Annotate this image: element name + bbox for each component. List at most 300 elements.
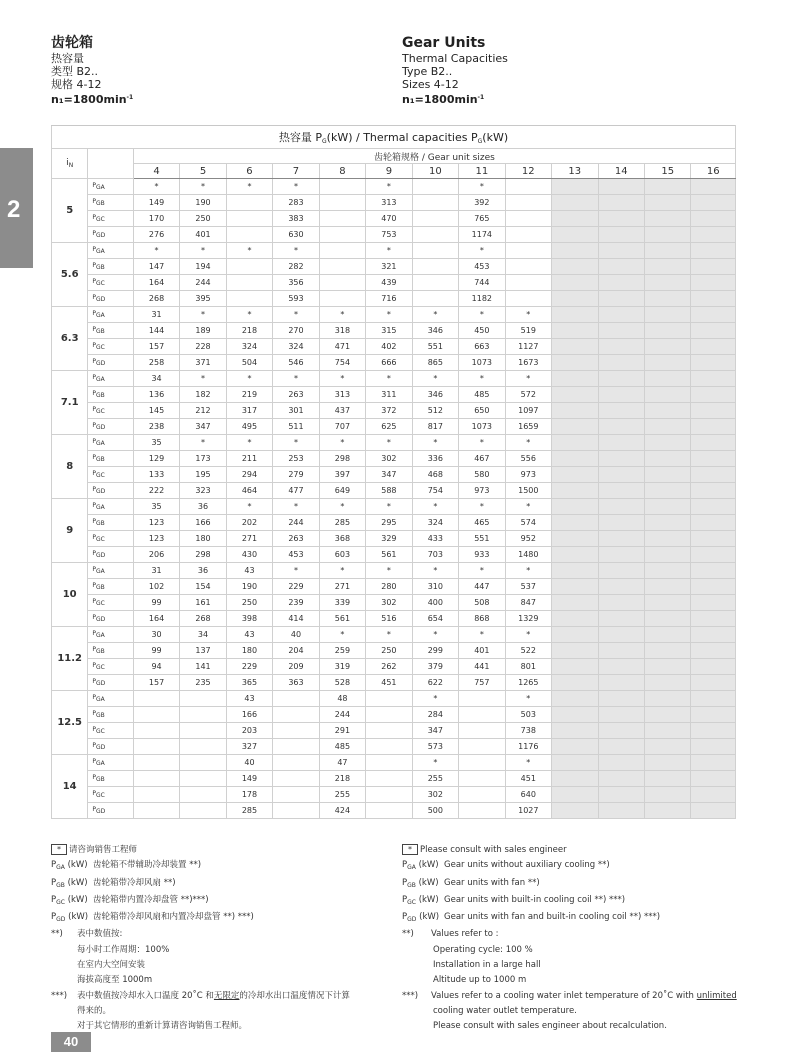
power-label: $P_{GD}$: [88, 227, 133, 243]
empty-size-cell: [691, 435, 736, 451]
empty-size-cell: [552, 579, 598, 595]
empty-size-cell: [552, 371, 598, 387]
value-cell: [366, 755, 412, 771]
value-cell: [505, 259, 551, 275]
size-header: 4: [133, 164, 179, 179]
empty-size-cell: [644, 499, 690, 515]
value-cell: 255: [319, 787, 365, 803]
value-cell: 262: [366, 659, 412, 675]
value-cell: 263: [273, 387, 319, 403]
empty-size-cell: [598, 179, 644, 195]
table-row: [52, 291, 736, 307]
value-cell: 400: [412, 595, 458, 611]
power-label: $P_{GD}$: [88, 483, 133, 499]
power-label: $P_{GA}$: [88, 563, 133, 579]
value-cell: *: [505, 371, 551, 387]
value-cell: 339: [319, 595, 365, 611]
value-cell: 371: [180, 355, 226, 371]
value-cell: 649: [319, 483, 365, 499]
value-cell: [459, 723, 505, 739]
empty-size-cell: [598, 355, 644, 371]
empty-size-cell: [552, 307, 598, 323]
value-cell: 283: [273, 195, 319, 211]
ratio-cell: 12.5: [52, 691, 88, 755]
empty-size-cell: [691, 627, 736, 643]
table-row: [52, 227, 736, 243]
value-cell: 522: [505, 643, 551, 659]
value-cell: [180, 723, 226, 739]
table-row: [52, 435, 736, 451]
value-cell: 253: [273, 451, 319, 467]
value-cell: *: [273, 179, 319, 195]
value-cell: 707: [319, 419, 365, 435]
value-cell: *: [412, 627, 458, 643]
empty-size-cell: [552, 259, 598, 275]
value-cell: 204: [273, 643, 319, 659]
value-cell: [180, 787, 226, 803]
value-cell: 329: [366, 531, 412, 547]
chapter-tab: 2: [0, 148, 33, 268]
value-cell: *: [459, 179, 505, 195]
empty-size-cell: [644, 579, 690, 595]
empty-size-cell: [598, 419, 644, 435]
size-header: 9: [366, 164, 412, 179]
value-cell: 31: [133, 563, 179, 579]
value-cell: 313: [366, 195, 412, 211]
empty-size-cell: [691, 323, 736, 339]
power-label: $P_{GC}$: [88, 659, 133, 675]
value-cell: [133, 707, 179, 723]
empty-size-cell: [644, 483, 690, 499]
value-cell: *: [412, 435, 458, 451]
value-cell: [273, 739, 319, 755]
power-label: $P_{GC}$: [88, 595, 133, 611]
power-label: $P_{GD}$: [88, 419, 133, 435]
empty-size-cell: [644, 547, 690, 563]
empty-size-cell: [552, 595, 598, 611]
value-cell: 703: [412, 547, 458, 563]
value-cell: [505, 195, 551, 211]
value-cell: 1329: [505, 611, 551, 627]
value-cell: [319, 275, 365, 291]
value-cell: 757: [459, 675, 505, 691]
value-cell: 738: [505, 723, 551, 739]
value-cell: 508: [459, 595, 505, 611]
table-row: [52, 707, 736, 723]
value-cell: *: [412, 563, 458, 579]
empty-size-cell: [598, 803, 644, 819]
value-cell: [180, 771, 226, 787]
header-cn-line2: 类型 B2..: [51, 65, 99, 78]
value-cell: 284: [412, 707, 458, 723]
value-cell: 43: [226, 691, 272, 707]
value-cell: 650: [459, 403, 505, 419]
empty-size-cell: [552, 675, 598, 691]
value-cell: *: [319, 563, 365, 579]
empty-size-cell: [691, 291, 736, 307]
size-header: 11: [459, 164, 505, 179]
value-cell: 164: [133, 275, 179, 291]
size-header: 5: [180, 164, 226, 179]
value-cell: *: [226, 371, 272, 387]
value-cell: 865: [412, 355, 458, 371]
value-cell: 136: [133, 387, 179, 403]
value-cell: *: [226, 307, 272, 323]
power-label: $P_{GA}$: [88, 691, 133, 707]
value-cell: [319, 211, 365, 227]
empty-size-cell: [552, 691, 598, 707]
header-en-speed: $n_1=1800\min^{-1}$: [402, 93, 485, 106]
value-cell: *: [505, 307, 551, 323]
empty-size-cell: [552, 499, 598, 515]
value-cell: *: [180, 371, 226, 387]
value-cell: 295: [366, 515, 412, 531]
value-cell: 195: [180, 467, 226, 483]
value-cell: *: [273, 563, 319, 579]
value-cell: *: [366, 307, 412, 323]
value-cell: *: [273, 371, 319, 387]
value-cell: 433: [412, 531, 458, 547]
power-label: $P_{GD}$: [88, 675, 133, 691]
value-cell: 402: [366, 339, 412, 355]
value-cell: 398: [226, 611, 272, 627]
empty-size-cell: [691, 803, 736, 819]
value-cell: 263: [273, 531, 319, 547]
empty-size-cell: [644, 403, 690, 419]
value-cell: [133, 787, 179, 803]
value-cell: 190: [180, 195, 226, 211]
value-cell: 259: [319, 643, 365, 659]
value-cell: 229: [273, 579, 319, 595]
value-cell: [180, 803, 226, 819]
empty-size-cell: [552, 483, 598, 499]
power-label: $P_{GA}$: [88, 179, 133, 195]
power-label: $P_{GB}$: [88, 643, 133, 659]
value-cell: [366, 787, 412, 803]
empty-size-cell: [691, 211, 736, 227]
empty-size-cell: [644, 291, 690, 307]
value-cell: *: [133, 243, 179, 259]
value-cell: 395: [180, 291, 226, 307]
empty-size-cell: [552, 467, 598, 483]
value-cell: [273, 723, 319, 739]
value-cell: 94: [133, 659, 179, 675]
empty-size-cell: [598, 371, 644, 387]
empty-size-cell: [691, 515, 736, 531]
value-cell: 973: [459, 483, 505, 499]
empty-size-cell: [598, 387, 644, 403]
power-label: $P_{GD}$: [88, 611, 133, 627]
table-row: [52, 723, 736, 739]
empty-size-cell: [691, 195, 736, 211]
value-cell: 279: [273, 467, 319, 483]
power-label: $P_{GA}$: [88, 243, 133, 259]
value-cell: [366, 691, 412, 707]
table-row: [52, 195, 736, 211]
table-row: [52, 803, 736, 819]
value-cell: 244: [273, 515, 319, 531]
empty-size-cell: [552, 195, 598, 211]
value-cell: 336: [412, 451, 458, 467]
value-cell: 372: [366, 403, 412, 419]
empty-size-cell: [552, 659, 598, 675]
value-cell: 228: [180, 339, 226, 355]
value-cell: 588: [366, 483, 412, 499]
table-row: [52, 755, 736, 771]
value-cell: *: [366, 371, 412, 387]
empty-size-cell: [691, 579, 736, 595]
value-cell: 164: [133, 611, 179, 627]
value-cell: *: [319, 307, 365, 323]
value-cell: 572: [505, 387, 551, 403]
table-row: [52, 579, 736, 595]
empty-size-cell: [552, 787, 598, 803]
power-label: $P_{GC}$: [88, 787, 133, 803]
header-cn-line1: 热容量: [51, 52, 84, 65]
page-number: 40: [51, 1032, 91, 1052]
value-cell: [412, 291, 458, 307]
empty-size-cell: [691, 227, 736, 243]
value-cell: 754: [319, 355, 365, 371]
empty-size-cell: [691, 723, 736, 739]
value-cell: 166: [180, 515, 226, 531]
value-cell: [459, 691, 505, 707]
empty-size-cell: [598, 483, 644, 499]
value-cell: *: [412, 499, 458, 515]
value-cell: 663: [459, 339, 505, 355]
empty-size-cell: [644, 707, 690, 723]
value-cell: [505, 275, 551, 291]
value-cell: *: [226, 243, 272, 259]
power-label: $P_{GB}$: [88, 579, 133, 595]
empty-size-cell: [598, 563, 644, 579]
star-marker: *: [51, 844, 67, 855]
value-cell: 470: [366, 211, 412, 227]
value-cell: *: [273, 499, 319, 515]
value-cell: 258: [133, 355, 179, 371]
value-cell: 280: [366, 579, 412, 595]
empty-size-cell: [552, 387, 598, 403]
value-cell: 145: [133, 403, 179, 419]
value-cell: 34: [133, 371, 179, 387]
table-row: [52, 483, 736, 499]
header-cn-speed: $n_1=1800\min^{-1}$: [51, 93, 134, 106]
empty-size-cell: [691, 355, 736, 371]
thermal-capacity-table: [51, 125, 736, 819]
empty-size-cell: [598, 547, 644, 563]
value-cell: *: [366, 179, 412, 195]
value-cell: 477: [273, 483, 319, 499]
empty-size-cell: [691, 499, 736, 515]
empty-size-cell: [691, 179, 736, 195]
size-header: 15: [644, 164, 690, 179]
notes-chinese: * 请咨询销售工程师 $P_{GA}$ (kW) 齿轮箱不带辅助冷却装置 **) $P_{GB}$ (kW) 齿轮箱带冷却风扇 **) $P_{GC}$ (kW) 齿轮箱带内置冷却盘管 **)***) $P_{GD}$ (kW) 齿轮箱带冷却风扇和内置冷却盘管 **) ***) **) 表中数值按: 每小时工作周期：100% 在室内大空间安装 海拔高度至 1000m ***) 表中数值按冷却水入口温度 20˚C 和无限定的冷却水出口温度情况下计算 得来的。 对于其它情形的重新计算请咨询销售工程师。: [51, 845, 350, 1032]
value-cell: 141: [180, 659, 226, 675]
value-cell: 202: [226, 515, 272, 531]
value-cell: 102: [133, 579, 179, 595]
value-cell: 503: [505, 707, 551, 723]
value-cell: 519: [505, 323, 551, 339]
value-cell: 1673: [505, 355, 551, 371]
size-header: 7: [273, 164, 319, 179]
table-row: [52, 787, 736, 803]
header-en-line2: Type B2..: [402, 65, 453, 78]
empty-size-cell: [598, 611, 644, 627]
empty-size-cell: [598, 339, 644, 355]
value-cell: [412, 259, 458, 275]
value-cell: *: [273, 243, 319, 259]
table-row: [52, 371, 736, 387]
table-row: [52, 595, 736, 611]
size-header: 13: [552, 164, 598, 179]
empty-size-cell: [691, 307, 736, 323]
empty-size-cell: [552, 355, 598, 371]
value-cell: 603: [319, 547, 365, 563]
value-cell: [412, 211, 458, 227]
value-cell: 161: [180, 595, 226, 611]
empty-size-cell: [691, 403, 736, 419]
value-cell: 346: [412, 387, 458, 403]
table-row: [52, 419, 736, 435]
ratio-cell: 8: [52, 435, 88, 499]
empty-size-cell: [644, 531, 690, 547]
empty-size-cell: [644, 387, 690, 403]
value-cell: 324: [273, 339, 319, 355]
table-row: [52, 547, 736, 563]
value-cell: 43: [226, 563, 272, 579]
empty-size-cell: [552, 339, 598, 355]
empty-size-cell: [644, 627, 690, 643]
table-row: [52, 211, 736, 227]
table-row: [52, 323, 736, 339]
value-cell: 414: [273, 611, 319, 627]
value-cell: 318: [319, 323, 365, 339]
empty-size-cell: [691, 483, 736, 499]
value-cell: 363: [273, 675, 319, 691]
empty-size-cell: [644, 595, 690, 611]
empty-size-cell: [691, 419, 736, 435]
value-cell: 347: [412, 723, 458, 739]
power-label: $P_{GC}$: [88, 211, 133, 227]
value-cell: [459, 771, 505, 787]
empty-size-cell: [598, 659, 644, 675]
empty-size-cell: [598, 307, 644, 323]
header-blank: [88, 149, 133, 179]
value-cell: 40: [226, 755, 272, 771]
value-cell: [273, 755, 319, 771]
value-cell: 144: [133, 323, 179, 339]
value-cell: 754: [412, 483, 458, 499]
empty-size-cell: [598, 467, 644, 483]
value-cell: 268: [133, 291, 179, 307]
value-cell: 319: [319, 659, 365, 675]
ratio-cell: 10: [52, 563, 88, 627]
power-label: $P_{GC}$: [88, 531, 133, 547]
empty-size-cell: [644, 755, 690, 771]
value-cell: [226, 275, 272, 291]
value-cell: [180, 691, 226, 707]
value-cell: 447: [459, 579, 505, 595]
value-cell: *: [505, 627, 551, 643]
header-en-line3: Sizes 4-12: [402, 78, 459, 91]
empty-size-cell: [691, 467, 736, 483]
value-cell: 203: [226, 723, 272, 739]
value-cell: 465: [459, 515, 505, 531]
value-cell: [459, 739, 505, 755]
value-cell: 556: [505, 451, 551, 467]
value-cell: [273, 707, 319, 723]
table-title: 热容量 $P_G(kW)$ / Thermal capacities $P_G(kW)$: [52, 126, 736, 149]
value-cell: 324: [226, 339, 272, 355]
value-cell: 48: [319, 691, 365, 707]
table-row: [52, 515, 736, 531]
value-cell: 1097: [505, 403, 551, 419]
empty-size-cell: [552, 723, 598, 739]
empty-size-cell: [552, 419, 598, 435]
value-cell: 133: [133, 467, 179, 483]
power-label: $P_{GD}$: [88, 547, 133, 563]
table-row: [52, 675, 736, 691]
empty-size-cell: [552, 739, 598, 755]
value-cell: [319, 195, 365, 211]
value-cell: 157: [133, 339, 179, 355]
value-cell: 1265: [505, 675, 551, 691]
value-cell: 368: [319, 531, 365, 547]
empty-size-cell: [644, 467, 690, 483]
value-cell: 1073: [459, 419, 505, 435]
empty-size-cell: [691, 659, 736, 675]
value-cell: *: [180, 307, 226, 323]
empty-size-cell: [598, 595, 644, 611]
empty-size-cell: [552, 707, 598, 723]
empty-size-cell: [644, 691, 690, 707]
empty-size-cell: [691, 339, 736, 355]
power-label: $P_{GD}$: [88, 355, 133, 371]
table-row: [52, 611, 736, 627]
value-cell: 392: [459, 195, 505, 211]
value-cell: 190: [226, 579, 272, 595]
value-cell: *: [459, 435, 505, 451]
value-cell: [412, 195, 458, 211]
value-cell: *: [366, 243, 412, 259]
value-cell: *: [505, 691, 551, 707]
value-cell: *: [459, 307, 505, 323]
value-cell: 315: [366, 323, 412, 339]
value-cell: 178: [226, 787, 272, 803]
table-row: [52, 659, 736, 675]
power-label: $P_{GB}$: [88, 195, 133, 211]
empty-size-cell: [598, 643, 644, 659]
table-row: [52, 771, 736, 787]
value-cell: *: [459, 243, 505, 259]
notes-english: * Please consult with sales engineer $P_{GA}$ (kW) Gear units without auxiliary cooling **) $P_{GB}$ (kW) Gear units with fan **) $P_{GC}$ (kW) Gear units with built-in cooling coil **) ***) $P_{GD}$ (kW) Gear units with fan and built-in cooling coil **) ***) **) Values refer to : Operating cycle: 100 % Installation in a large hall Altitude up to 1000 m ***) Values refer to a cooling water inlet temperature of 20˚C with unlimited cooling water outlet temperature. Please consult with sales engineer about recalculation.: [402, 845, 737, 1032]
value-cell: 166: [226, 707, 272, 723]
ratio-cell: 14: [52, 755, 88, 819]
value-cell: 327: [226, 739, 272, 755]
value-cell: 99: [133, 643, 179, 659]
empty-size-cell: [644, 371, 690, 387]
value-cell: *: [505, 499, 551, 515]
value-cell: 302: [366, 595, 412, 611]
value-cell: 546: [273, 355, 319, 371]
power-label: $P_{GA}$: [88, 627, 133, 643]
value-cell: *: [319, 499, 365, 515]
value-cell: 222: [133, 483, 179, 499]
header-chinese: [51, 34, 133, 106]
empty-size-cell: [598, 691, 644, 707]
empty-size-cell: [644, 675, 690, 691]
empty-size-cell: [598, 435, 644, 451]
